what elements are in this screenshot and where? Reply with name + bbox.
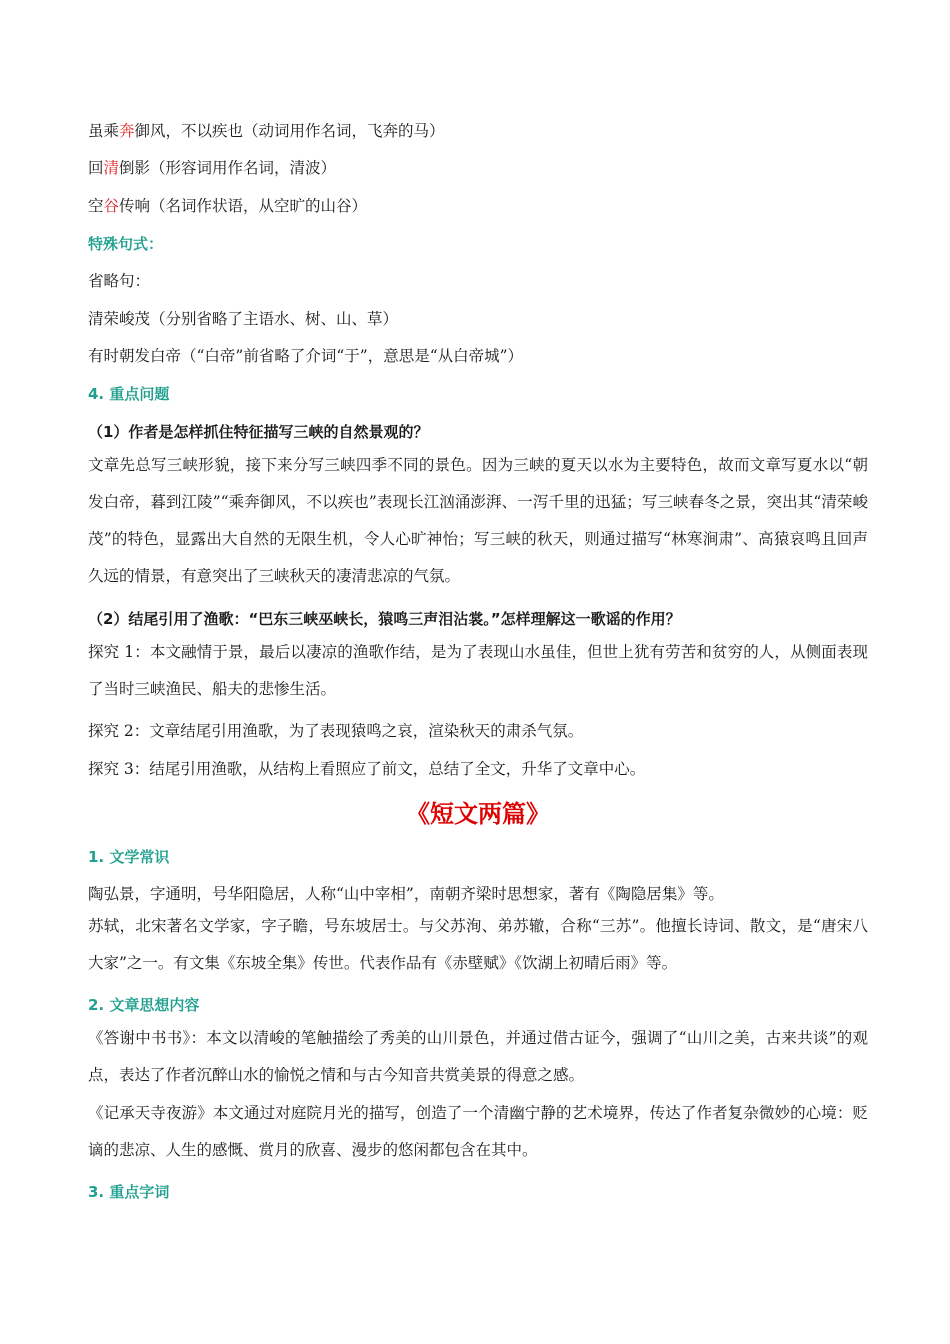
- omission-label: 省略句：: [88, 272, 151, 290]
- ideas-paragraph-1: 《答谢中书书》：本文以清峻的笔触描绘了秀美的山川景色，并通过借古证今，强调了“山川之美，古来共谈”的观点，表达了作者沉醉山水的愉悦之情和与古今知音共赏美景的得意之感。: [88, 1029, 868, 1084]
- literary-paragraph-2: 苏轼，北宋著名文学家，字子瞻，号东坡居士。与父苏洵、弟苏辙，合称“三苏”。他擅长诗词、散文，是“唐宋八大家”之一。有文集《东坡全集》传世。代表作品有《赤壁赋》《饮湖上初晴后雨》等。: [88, 917, 868, 972]
- literary-heading: 1. 文学常识: [88, 848, 170, 866]
- text: 御风，不以疾也（动词用作名词，飞奔的马）: [134, 122, 445, 140]
- example-line-1: [88, 120, 445, 142]
- special-sentence-heading: 特殊句式：: [88, 235, 164, 253]
- omission-example-1: 清荣峻茂（分别省略了主语水、树、山、草）: [88, 310, 399, 328]
- highlighted-char: 谷: [103, 197, 120, 215]
- text: 传响（名词作状语，从空旷的山谷）: [119, 197, 368, 215]
- question-1: （1）作者是怎样抓住特征描写三峡的自然景观的？: [88, 423, 429, 441]
- exploration-1: 探究 1：本文融情于景，最后以凄凉的渔歌作结，是为了表现山水虽佳，但世上犹有劳苦和贫穷的人，从侧面表现了当时三峡渔民、船夫的悲惨生活。: [88, 643, 868, 698]
- ideas-paragraph-2: 《记承天寺夜游》本文通过对庭院月光的描写，创造了一个清幽宁静的艺术境界，传达了作者复杂微妙的心境：贬谪的悲凉、人生的感慨、赏月的欣喜、漫步的悠闲都包含在其中。: [88, 1104, 868, 1159]
- text: 回: [88, 159, 104, 177]
- section-title: 《短文两篇》: [406, 799, 550, 828]
- question-2: （2）结尾引用了渔歌：“巴东三峡巫峡长，猿鸣三声泪沾裳。”怎样理解这一歌谣的作用？: [88, 610, 681, 628]
- highlighted-char: 奔: [119, 122, 135, 140]
- text: 空: [88, 197, 104, 215]
- ideas-heading: 2. 文章思想内容: [88, 996, 200, 1014]
- text: 虽乘: [88, 122, 120, 140]
- key-words-heading: 3. 重点字词: [88, 1183, 170, 1201]
- example-line-3: [88, 195, 367, 217]
- answer-1: 文章先总写三峡形貌，接下来分写三峡四季不同的景色。因为三峡的夏天以水为主要特色，故而文章写夏水以“朝发白帝，暮到江陵”“乘奔御风，不以疾也”表现长江汹涌澎湃、一泻千里的迅猛；写三峡春冬之景，突出其“清荣峻茂”的特色，显露出大自然的无限生机，令人心旷神怡；写三峡的秋天，则通过描写“林寒涧肃”、高猿哀鸣且回声久远的情景，有意突出了三峡秋天的凄清悲凉的气氛。: [88, 456, 868, 585]
- literary-paragraph-1: 陶弘景，字通明，号华阳隐居，人称“山中宰相”，南朝齐梁时思想家，著有《陶隐居集》等。: [88, 885, 724, 903]
- key-questions-heading: 4. 重点问题: [88, 385, 170, 403]
- exploration-2: 探究 2：文章结尾引用渔歌，为了表现猿鸣之哀，渲染秋天的肃杀气氛。: [88, 722, 584, 740]
- example-line-2: [88, 157, 336, 179]
- omission-example-2: 有时朝发白帝（“白帝”前省略了介词“于”，意思是“从白帝城”）: [88, 347, 524, 365]
- exploration-3: 探究 3：结尾引用渔歌，从结构上看照应了前文，总结了全文，升华了文章中心。: [88, 760, 646, 778]
- text: 倒影（形容词用作名词，清波）: [119, 159, 337, 177]
- highlighted-char: 清: [103, 159, 120, 177]
